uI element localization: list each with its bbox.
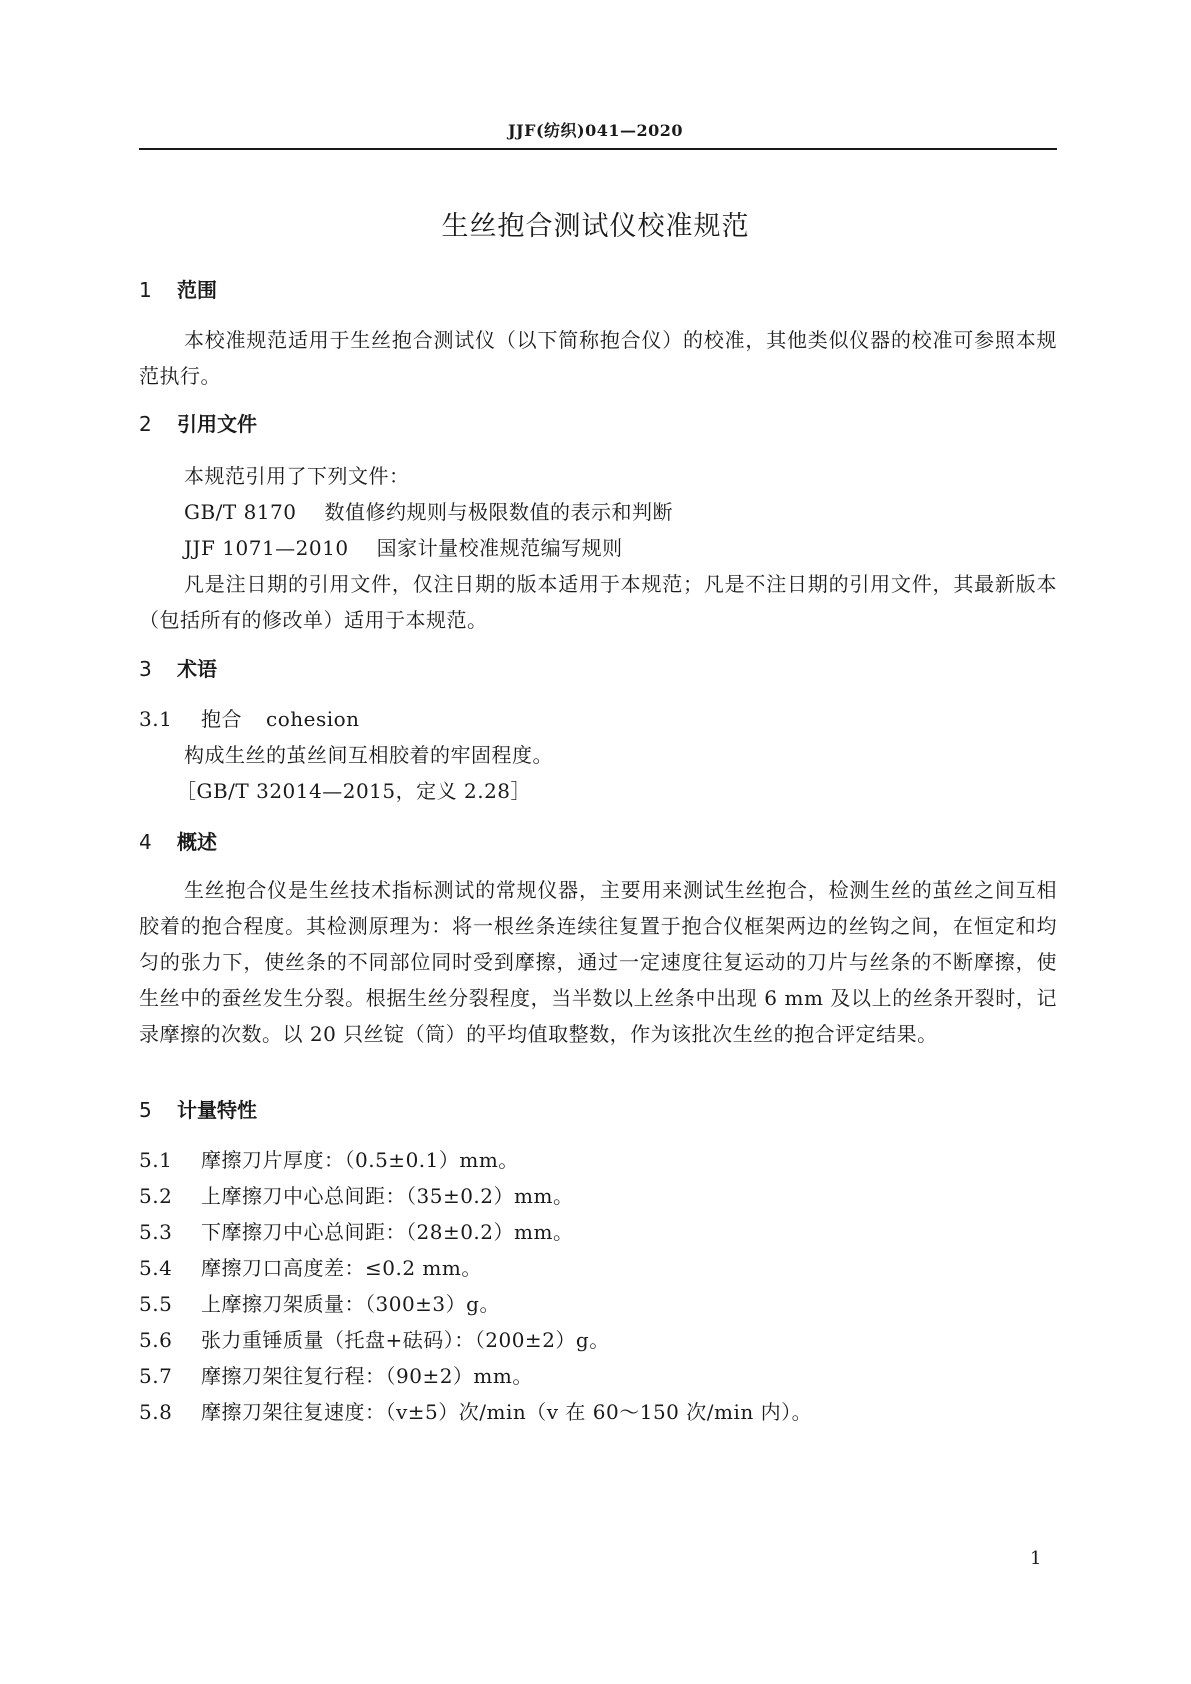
spec-number: 5.4 (139, 1256, 173, 1280)
section-1-paragraph: 本校准规范适用于生丝抱合测试仪（以下简称抱合仪）的校准，其他类似仪器的校准可参照本规范执行。 (139, 328, 1057, 388)
references-intro: 本规范引用了下列文件： (184, 464, 410, 488)
reference-item (184, 494, 673, 530)
spec-number: 5.7 (139, 1364, 173, 1388)
document-code-header: JJF(纺织)041—2020 (507, 121, 684, 140)
term-english: cohesion (266, 707, 360, 731)
section-5-heading (139, 1096, 257, 1124)
spec-text: 摩擦刀架往复速度：（v±5）次/min（v 在 60～150 次/min 内）。 (201, 1400, 813, 1424)
term-definition: 构成生丝的茧丝间互相胶着的牢固程度。 (184, 743, 553, 767)
spec-number: 5.3 (139, 1220, 173, 1244)
term-chinese: 抱合 (201, 707, 242, 731)
term-source: ［GB/T 32014—2015，定义 2.28］ (176, 779, 532, 803)
spec-item (139, 1322, 610, 1358)
term-entry (139, 701, 360, 737)
section-2-heading (139, 410, 257, 438)
spec-text: 摩擦刀架往复行程：（90±2）mm。 (201, 1364, 533, 1388)
spec-item (139, 1286, 500, 1322)
section-number: 2 (139, 412, 152, 436)
term-number: 3.1 (139, 707, 173, 731)
section-1-heading (139, 276, 217, 304)
section-number: 1 (139, 278, 152, 302)
section-title: 计量特性 (177, 1098, 257, 1122)
page-number: 1 (1030, 1548, 1042, 1569)
section-number: 5 (139, 1098, 152, 1122)
section-4-paragraph: 生丝抱合仪是生丝技术指标测试的常规仪器，主要用来测试生丝抱合，检测生丝的茧丝之间互相胶着的抱合程度。其检测原理为：将一根丝条连续往复置于抱合仪框架两边的丝钩之间，在恒定和均匀的张力下，使丝条的不同部位同时受到摩擦，通过一定速度往复运动的刀片与丝条的不断摩擦，使生丝中的蚕丝发生分裂。根据生丝分裂程度，当半数以上丝条中出现 6 mm 及以上的丝条开裂时，记录摩擦的次数。以 20 只丝锭（筒）的平均值取整数，作为该批次生丝的抱合评定结果。 (139, 878, 1057, 1046)
spec-item (139, 1178, 573, 1214)
spec-item (139, 1394, 812, 1430)
spec-item (139, 1142, 519, 1178)
spec-number: 5.8 (139, 1400, 173, 1424)
section-number: 3 (139, 657, 152, 681)
reference-name: 国家计量校准规范编写规则 (376, 536, 623, 560)
spec-number: 5.1 (139, 1148, 173, 1172)
header-divider (139, 148, 1057, 150)
spec-number: 5.5 (139, 1292, 173, 1316)
spec-text: 摩擦刀片厚度：（0.5±0.1）mm。 (201, 1148, 519, 1172)
section-title: 范围 (177, 278, 217, 302)
section-4-heading (139, 828, 217, 856)
section-title: 概述 (177, 830, 217, 854)
section-number: 4 (139, 830, 152, 854)
spec-text: 摩擦刀口高度差：≤0.2 mm。 (201, 1256, 482, 1280)
reference-code: JJF 1071—2010 (184, 536, 349, 560)
spec-number: 5.2 (139, 1184, 173, 1208)
spec-item (139, 1214, 573, 1250)
section-title: 术语 (177, 657, 217, 681)
spec-item (139, 1358, 533, 1394)
section-3-heading (139, 655, 217, 683)
spec-number: 5.6 (139, 1328, 173, 1352)
spec-text: 下摩擦刀中心总间距：（28±0.2）mm。 (201, 1220, 574, 1244)
reference-name: 数值修约规则与极限数值的表示和判断 (324, 500, 674, 524)
reference-item (184, 530, 623, 566)
spec-text: 上摩擦刀架质量：（300±3）g。 (201, 1292, 500, 1316)
reference-code: GB/T 8170 (184, 500, 297, 524)
spec-text: 上摩擦刀中心总间距：（35±0.2）mm。 (201, 1184, 574, 1208)
spec-text: 张力重锤质量（托盘+砝码）：（200±2）g。 (201, 1328, 610, 1352)
references-note: 凡是注日期的引用文件，仅注日期的版本适用于本规范；凡是不注日期的引用文件，其最新版本（包括所有的修改单）适用于本规范。 (139, 572, 1057, 632)
section-title: 引用文件 (177, 412, 257, 436)
document-title: 生丝抱合测试仪校准规范 (441, 211, 750, 242)
spec-item (139, 1250, 482, 1286)
